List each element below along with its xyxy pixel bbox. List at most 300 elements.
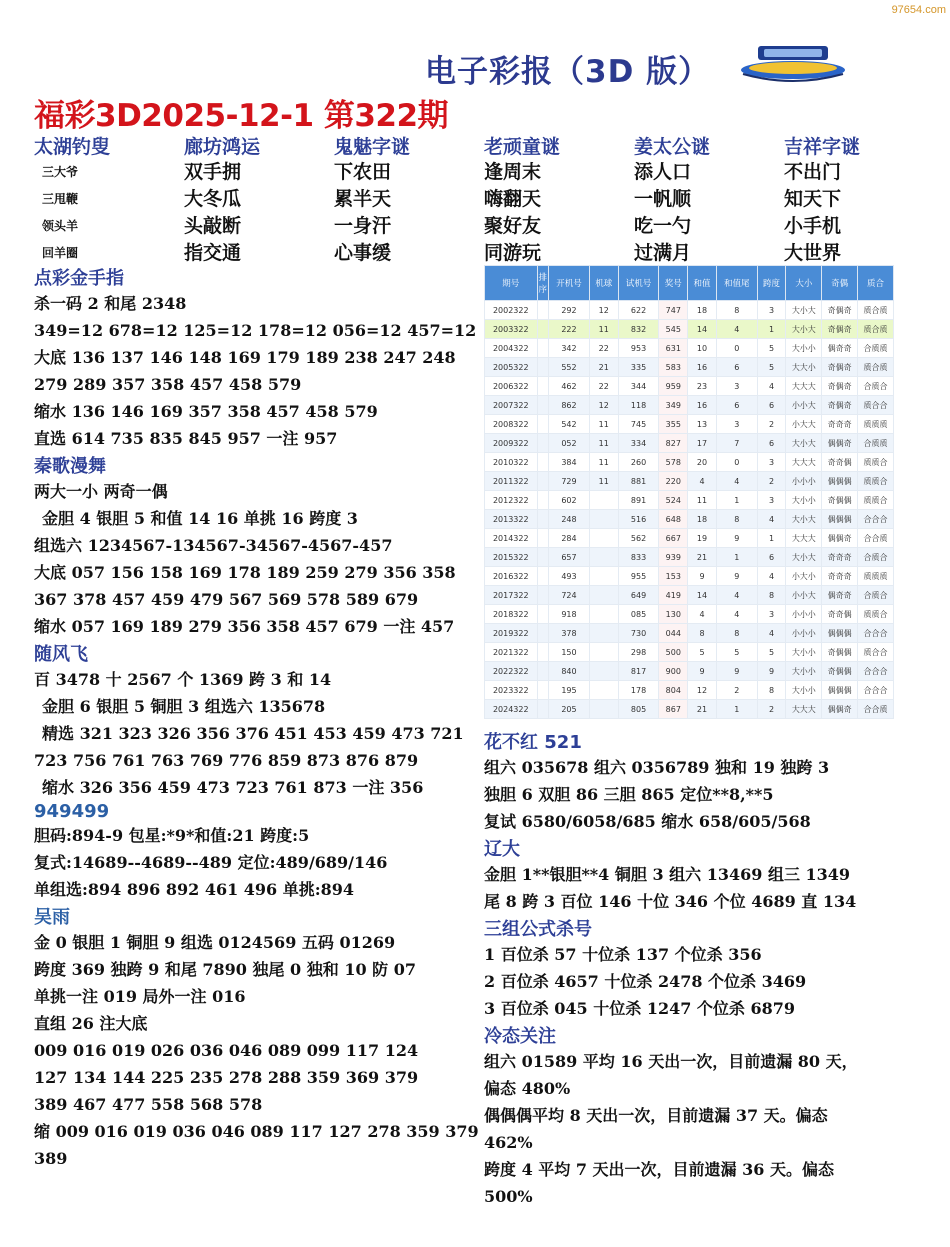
table-cell: 奇奇奇 bbox=[822, 548, 858, 567]
table-cell: 2 bbox=[757, 415, 786, 434]
text-line: 复式:14689--4689--489 定位:489/689/146 bbox=[34, 853, 388, 872]
riddle-item: 三大爷 bbox=[42, 165, 79, 179]
table-cell: 17 bbox=[688, 434, 717, 453]
table-cell: 2003322 bbox=[485, 320, 538, 339]
table-cell: 4 bbox=[757, 377, 786, 396]
table-cell bbox=[537, 396, 549, 415]
table-cell: 9 bbox=[757, 662, 786, 681]
section-heading: 秦歌漫舞 bbox=[34, 456, 106, 477]
table-cell: 578 bbox=[659, 453, 688, 472]
table-row bbox=[485, 472, 894, 491]
table-cell: 959 bbox=[659, 377, 688, 396]
riddle-column bbox=[634, 132, 710, 267]
table-cell bbox=[537, 510, 549, 529]
table-cell bbox=[589, 700, 618, 719]
table-cell: 2017322 bbox=[485, 586, 538, 605]
table-cell: 955 bbox=[618, 567, 659, 586]
table-cell: 3 bbox=[716, 377, 757, 396]
table-cell bbox=[589, 624, 618, 643]
table-cell: 11 bbox=[589, 434, 618, 453]
text-line: 500% bbox=[484, 1187, 533, 1206]
table-cell: 奇偶奇 bbox=[822, 377, 858, 396]
table-cell: 21 bbox=[688, 548, 717, 567]
table-cell: 2015322 bbox=[485, 548, 538, 567]
table-cell: 4 bbox=[716, 586, 757, 605]
table-cell: 奇偶偶 bbox=[822, 662, 858, 681]
riddle-item: 嗨翻天 bbox=[484, 188, 542, 210]
table-cell: 2018322 bbox=[485, 605, 538, 624]
table-cell bbox=[537, 567, 549, 586]
text-line: 精选 321 323 326 356 376 451 453 459 473 721 bbox=[42, 724, 464, 743]
table-cell: 648 bbox=[659, 510, 688, 529]
table-cell: 667 bbox=[659, 529, 688, 548]
issue-title: 福彩3D2025-12-1 第322期 bbox=[34, 98, 449, 134]
table-row bbox=[485, 358, 894, 377]
table-cell bbox=[537, 434, 549, 453]
riddle-item: 三甩鞭 bbox=[42, 192, 79, 206]
table-cell bbox=[589, 681, 618, 700]
table-cell: 0 bbox=[716, 453, 757, 472]
table-row bbox=[485, 567, 894, 586]
text-line: 尾 8 跨 3 百位 146 十位 346 个位 4689 直 134 bbox=[484, 892, 857, 911]
table-cell: 大大小 bbox=[786, 358, 822, 377]
table-cell: 729 bbox=[549, 472, 590, 491]
table-cell: 044 bbox=[659, 624, 688, 643]
section-heading: 949499 bbox=[34, 801, 110, 822]
table-cell: 2006322 bbox=[485, 377, 538, 396]
text-line: 127 134 144 225 235 278 288 359 369 379 bbox=[34, 1068, 419, 1087]
text-line: 2 百位杀 4657 十位杀 2478 个位杀 3469 bbox=[484, 972, 807, 991]
table-cell: 大小大 bbox=[786, 548, 822, 567]
table-cell bbox=[537, 472, 549, 491]
table-cell: 小小大 bbox=[786, 396, 822, 415]
section-heading: 花不红 521 bbox=[484, 732, 582, 753]
table-cell: 小小小 bbox=[786, 624, 822, 643]
table-cell: 840 bbox=[549, 662, 590, 681]
table-cell: 4 bbox=[757, 510, 786, 529]
table-cell: 918 bbox=[549, 605, 590, 624]
section-heading: 吴雨 bbox=[34, 907, 70, 928]
table-cell: 493 bbox=[549, 567, 590, 586]
table-cell: 2011322 bbox=[485, 472, 538, 491]
riddle-column bbox=[34, 132, 110, 267]
text-line: 缩水 057 169 189 279 356 358 457 679 一注 457 bbox=[34, 617, 455, 636]
table-cell: 4 bbox=[757, 567, 786, 586]
table-cell: 2024322 bbox=[485, 700, 538, 719]
table-cell: 3 bbox=[716, 415, 757, 434]
table-cell: 奇奇偶 bbox=[822, 605, 858, 624]
text-line: 偏态 480% bbox=[484, 1079, 571, 1098]
table-cell: 5 bbox=[716, 643, 757, 662]
table-cell bbox=[537, 586, 549, 605]
table-cell: 大小大 bbox=[786, 510, 822, 529]
table-cell: 5 bbox=[757, 358, 786, 377]
text-line: 大底 057 156 158 169 178 189 259 279 356 358 bbox=[34, 563, 456, 582]
table-cell: 657 bbox=[549, 548, 590, 567]
table-cell: 12 bbox=[688, 681, 717, 700]
riddle-item: 同游玩 bbox=[484, 242, 542, 264]
table-cell: 118 bbox=[618, 396, 659, 415]
table-cell: 524 bbox=[659, 491, 688, 510]
section-heading: 随风飞 bbox=[34, 644, 88, 665]
table-cell bbox=[589, 567, 618, 586]
table-cell: 质质质 bbox=[858, 567, 894, 586]
table-cell: 6 bbox=[757, 548, 786, 567]
table-cell: 867 bbox=[659, 700, 688, 719]
table-cell: 804 bbox=[659, 681, 688, 700]
riddle-column-head: 廊坊鸿运 bbox=[184, 136, 261, 158]
table-cell: 14 bbox=[688, 320, 717, 339]
table-cell: 大小大 bbox=[786, 320, 822, 339]
site-watermark: 97654.com bbox=[891, 4, 946, 16]
riddle-item: 一身汗 bbox=[334, 215, 392, 237]
riddle-item: 添人口 bbox=[634, 161, 692, 183]
table-cell: 20 bbox=[688, 453, 717, 472]
table-cell: 730 bbox=[618, 624, 659, 643]
text-line: 3 百位杀 045 十位杀 1247 个位杀 6879 bbox=[484, 999, 796, 1018]
riddle-item: 一帆顺 bbox=[634, 188, 692, 210]
table-cell: 334 bbox=[618, 434, 659, 453]
masthead-title: 电子彩报（3D 版） bbox=[425, 54, 711, 90]
table-cell: 质质合 bbox=[858, 491, 894, 510]
table-cell bbox=[589, 643, 618, 662]
riddle-column bbox=[334, 132, 410, 267]
table-header-cell: 奖号 bbox=[659, 266, 688, 301]
table-cell: 085 bbox=[618, 605, 659, 624]
text-line: 百 3478 十 2567 个 1369 跨 3 和 14 bbox=[34, 670, 332, 689]
table-cell: 805 bbox=[618, 700, 659, 719]
table-cell: 质质合 bbox=[858, 605, 894, 624]
table-cell: 合质质 bbox=[858, 339, 894, 358]
table-cell: 11 bbox=[589, 415, 618, 434]
table-cell: 150 bbox=[549, 643, 590, 662]
table-cell: 奇偶奇 bbox=[822, 358, 858, 377]
riddle-column-head: 姜太公谜 bbox=[634, 136, 711, 158]
table-cell: 6 bbox=[757, 434, 786, 453]
table-cell: 合合合 bbox=[858, 624, 894, 643]
table-header-cell: 奇偶 bbox=[822, 266, 858, 301]
riddle-item: 头敲断 bbox=[184, 215, 242, 237]
table-row bbox=[485, 624, 894, 643]
table-cell: 2 bbox=[716, 681, 757, 700]
text-line: 偶偶偶平均 8 天出一次，目前遗漏 37 天。偏态 bbox=[484, 1106, 828, 1125]
table-cell: 5 bbox=[688, 643, 717, 662]
text-line: 组六 01589 平均 16 天出一次，目前遗漏 80 天， bbox=[484, 1052, 858, 1071]
table-cell: 偶偶奇 bbox=[822, 434, 858, 453]
table-cell: 偶奇奇 bbox=[822, 339, 858, 358]
table-cell: 545 bbox=[659, 320, 688, 339]
table-cell: 4 bbox=[716, 320, 757, 339]
table-cell: 2009322 bbox=[485, 434, 538, 453]
table-cell: 462 bbox=[549, 377, 590, 396]
text-line: 389 bbox=[34, 1149, 68, 1168]
table-cell bbox=[537, 700, 549, 719]
table-row bbox=[485, 453, 894, 472]
table-row bbox=[485, 643, 894, 662]
table-cell: 10 bbox=[688, 339, 717, 358]
text-line: 缩水 136 146 169 357 358 457 458 579 bbox=[34, 402, 378, 421]
text-line: 389 467 477 558 568 578 bbox=[34, 1095, 263, 1114]
table-cell bbox=[537, 662, 549, 681]
text-line: 279 289 357 358 457 458 579 bbox=[34, 375, 302, 394]
table-cell bbox=[537, 624, 549, 643]
table-cell: 4 bbox=[716, 472, 757, 491]
table-cell: 合合质 bbox=[858, 700, 894, 719]
table-cell: 2022322 bbox=[485, 662, 538, 681]
text-line: 直选 614 735 835 845 957 一注 957 bbox=[34, 429, 338, 448]
table-cell: 合质质 bbox=[858, 434, 894, 453]
section-heading: 三组公式杀号 bbox=[484, 919, 592, 940]
table-cell: 0 bbox=[716, 339, 757, 358]
table-cell: 质合质 bbox=[858, 358, 894, 377]
table-cell: 奇奇偶 bbox=[822, 453, 858, 472]
text-line: 单组选:894 896 892 461 496 单挑:894 bbox=[34, 880, 355, 899]
table-cell: 052 bbox=[549, 434, 590, 453]
table-header-cell: 和值 bbox=[688, 266, 717, 301]
riddle-column-head: 老顽童谜 bbox=[484, 136, 561, 158]
table-cell: 2010322 bbox=[485, 453, 538, 472]
left-column bbox=[34, 264, 479, 1172]
table-cell: 21 bbox=[688, 700, 717, 719]
table-cell: 合合合 bbox=[858, 510, 894, 529]
table-cell: 747 bbox=[659, 301, 688, 320]
table-cell: 偶偶奇 bbox=[822, 529, 858, 548]
table-cell: 2013322 bbox=[485, 510, 538, 529]
table-cell: 大小小 bbox=[786, 662, 822, 681]
text-line: 缩 009 016 019 036 046 089 117 127 278 359 379 bbox=[34, 1122, 479, 1141]
table-cell: 260 bbox=[618, 453, 659, 472]
table-header-cell: 质合 bbox=[858, 266, 894, 301]
table-cell: 2002322 bbox=[485, 301, 538, 320]
riddle-item: 吃一勺 bbox=[634, 215, 692, 237]
table-cell: 1 bbox=[757, 529, 786, 548]
riddle-item: 小手机 bbox=[784, 215, 842, 237]
table-cell: 8 bbox=[757, 681, 786, 700]
text-line: 大底 136 137 146 148 169 179 189 238 247 248 bbox=[34, 348, 456, 367]
text-line: 金胆 6 银胆 5 铜胆 3 组选六 135678 bbox=[42, 697, 326, 716]
table-cell: 奇奇奇 bbox=[822, 567, 858, 586]
table-cell: 3 bbox=[757, 491, 786, 510]
table-cell: 奇偶奇 bbox=[822, 320, 858, 339]
table-cell: 合合质 bbox=[858, 529, 894, 548]
table-cell: 偶偶奇 bbox=[822, 700, 858, 719]
table-cell bbox=[537, 605, 549, 624]
table-cell bbox=[537, 320, 549, 339]
riddle-column-head: 太湖钓叟 bbox=[34, 136, 111, 158]
table-cell: 6 bbox=[716, 358, 757, 377]
table-cell: 小大小 bbox=[786, 567, 822, 586]
table-cell bbox=[537, 339, 549, 358]
table-header-cell: 跨度 bbox=[757, 266, 786, 301]
table-cell: 合质合 bbox=[858, 377, 894, 396]
text-line: 009 016 019 026 036 046 089 099 117 124 bbox=[34, 1041, 419, 1060]
table-cell: 23 bbox=[688, 377, 717, 396]
riddle-item: 双手拥 bbox=[184, 161, 242, 183]
table-cell bbox=[537, 529, 549, 548]
right-column bbox=[484, 728, 924, 1210]
table-cell: 5 bbox=[757, 339, 786, 358]
table-cell: 516 bbox=[618, 510, 659, 529]
table-cell: 6 bbox=[757, 396, 786, 415]
table-cell: 奇偶偶 bbox=[822, 643, 858, 662]
text-line: 独胆 6 双胆 86 三胆 865 定位**8,**5 bbox=[484, 785, 774, 804]
table-cell: 质质质 bbox=[858, 415, 894, 434]
table-cell bbox=[537, 548, 549, 567]
table-cell: 22 bbox=[589, 339, 618, 358]
table-cell bbox=[537, 415, 549, 434]
table-cell: 大大大 bbox=[786, 700, 822, 719]
table-cell: 9 bbox=[688, 662, 717, 681]
table-cell: 833 bbox=[618, 548, 659, 567]
table-cell: 2019322 bbox=[485, 624, 538, 643]
text-line: 金 0 银胆 1 铜胆 9 组选 0124569 五码 01269 bbox=[34, 933, 396, 952]
table-cell: 大小大 bbox=[786, 301, 822, 320]
table-cell: 质合质 bbox=[858, 320, 894, 339]
table-cell: 2016322 bbox=[485, 567, 538, 586]
section-heading: 点彩金手指 bbox=[34, 268, 124, 289]
riddle-item: 回羊圈 bbox=[42, 246, 79, 260]
table-cell bbox=[589, 529, 618, 548]
table-cell: 11 bbox=[688, 491, 717, 510]
text-line: 723 756 761 763 769 776 859 873 876 879 bbox=[34, 751, 419, 770]
table-cell: 21 bbox=[589, 358, 618, 377]
table-cell: 质合合 bbox=[858, 396, 894, 415]
table-cell: 248 bbox=[549, 510, 590, 529]
table-row bbox=[485, 339, 894, 358]
riddle-column-head: 吉祥字谜 bbox=[784, 136, 861, 158]
table-cell: 大大大 bbox=[786, 529, 822, 548]
table-cell: 质合质 bbox=[858, 301, 894, 320]
table-cell: 质合合 bbox=[858, 643, 894, 662]
table-cell: 419 bbox=[659, 586, 688, 605]
table-cell: 12 bbox=[589, 301, 618, 320]
table-cell: 18 bbox=[688, 510, 717, 529]
table-cell: 5 bbox=[757, 643, 786, 662]
riddle-item: 大世界 bbox=[784, 242, 842, 264]
table-cell: 298 bbox=[618, 643, 659, 662]
table-cell bbox=[589, 491, 618, 510]
text-line: 两大一小 两奇一偶 bbox=[34, 482, 168, 501]
table-cell: 583 bbox=[659, 358, 688, 377]
text-line: 直组 26 注大底 bbox=[34, 1014, 148, 1033]
text-line: 跨度 4 平均 7 天出一次，目前遗漏 36 天。偏态 bbox=[484, 1160, 834, 1179]
table-cell: 2021322 bbox=[485, 643, 538, 662]
table-cell: 2014322 bbox=[485, 529, 538, 548]
table-cell: 1 bbox=[716, 548, 757, 567]
table-cell bbox=[537, 453, 549, 472]
text-line: 349=12 678=12 125=12 178=12 056=12 457=12 bbox=[34, 321, 477, 340]
table-cell: 900 bbox=[659, 662, 688, 681]
lottery-logo-icon bbox=[738, 40, 848, 84]
table-cell: 大小小 bbox=[786, 339, 822, 358]
table-cell: 11 bbox=[589, 472, 618, 491]
table-cell: 奇偶奇 bbox=[822, 396, 858, 415]
table-cell bbox=[537, 491, 549, 510]
text-line: 462% bbox=[484, 1133, 533, 1152]
table-cell: 649 bbox=[618, 586, 659, 605]
table-cell: 9 bbox=[716, 662, 757, 681]
table-cell: 724 bbox=[549, 586, 590, 605]
table-cell: 16 bbox=[688, 358, 717, 377]
table-header-cell: 试机号 bbox=[618, 266, 659, 301]
table-row bbox=[485, 301, 894, 320]
table-cell: 2008322 bbox=[485, 415, 538, 434]
table-row bbox=[485, 320, 894, 339]
table-cell: 9 bbox=[716, 529, 757, 548]
table-cell: 奇奇奇 bbox=[822, 415, 858, 434]
table-cell bbox=[537, 643, 549, 662]
table-cell: 205 bbox=[549, 700, 590, 719]
table-cell: 大大大 bbox=[786, 453, 822, 472]
table-cell: 偶偶偶 bbox=[822, 510, 858, 529]
text-line: 跨度 369 独跨 9 和尾 7890 独尾 0 独和 10 防 07 bbox=[34, 960, 417, 979]
table-cell: 2007322 bbox=[485, 396, 538, 415]
table-row bbox=[485, 529, 894, 548]
table-cell: 2 bbox=[757, 472, 786, 491]
table-cell bbox=[537, 358, 549, 377]
table-row bbox=[485, 434, 894, 453]
table-header-cell: 开机号 bbox=[549, 266, 590, 301]
table-cell: 130 bbox=[659, 605, 688, 624]
table-cell: 562 bbox=[618, 529, 659, 548]
table-cell: 18 bbox=[688, 301, 717, 320]
table-cell bbox=[537, 377, 549, 396]
riddle-item: 逢周末 bbox=[484, 161, 542, 183]
table-row bbox=[485, 681, 894, 700]
table-cell bbox=[589, 605, 618, 624]
table-header-cell: 大小 bbox=[786, 266, 822, 301]
table-cell: 349 bbox=[659, 396, 688, 415]
table-row bbox=[485, 700, 894, 719]
table-cell: 14 bbox=[688, 586, 717, 605]
table-cell: 355 bbox=[659, 415, 688, 434]
table-cell: 602 bbox=[549, 491, 590, 510]
table-cell: 4 bbox=[688, 472, 717, 491]
text-line: 胆码:894-9 包星:*9*和值:21 跨度:5 bbox=[34, 826, 310, 845]
table-cell: 817 bbox=[618, 662, 659, 681]
riddle-column bbox=[484, 132, 560, 267]
table-cell: 542 bbox=[549, 415, 590, 434]
table-cell: 大小小 bbox=[786, 491, 822, 510]
text-line: 单挑一注 019 局外一注 016 bbox=[34, 987, 246, 1006]
table-cell: 552 bbox=[549, 358, 590, 377]
table-header-cell: 期号 bbox=[485, 266, 538, 301]
table-cell: 7 bbox=[716, 434, 757, 453]
table-cell: 22 bbox=[589, 377, 618, 396]
table-cell: 220 bbox=[659, 472, 688, 491]
table-cell: 9 bbox=[716, 567, 757, 586]
table-header-cell: 机球 bbox=[589, 266, 618, 301]
table-cell: 378 bbox=[549, 624, 590, 643]
table-cell: 153 bbox=[659, 567, 688, 586]
riddle-item: 聚好友 bbox=[484, 215, 542, 237]
table-cell: 2004322 bbox=[485, 339, 538, 358]
table-cell bbox=[589, 548, 618, 567]
table-cell: 大小小 bbox=[786, 681, 822, 700]
riddle-item: 累半天 bbox=[334, 188, 392, 210]
table-cell: 622 bbox=[618, 301, 659, 320]
table-header-cell: 排序 bbox=[537, 266, 549, 301]
riddle-column-head: 鬼魅字谜 bbox=[334, 136, 411, 158]
table-cell: 3 bbox=[757, 605, 786, 624]
table-cell: 500 bbox=[659, 643, 688, 662]
table-cell: 8 bbox=[716, 301, 757, 320]
table-cell: 小小小 bbox=[786, 472, 822, 491]
table-cell: 178 bbox=[618, 681, 659, 700]
text-line: 金胆 4 银胆 5 和值 14 16 单挑 16 跨度 3 bbox=[42, 509, 358, 528]
table-cell: 1 bbox=[716, 491, 757, 510]
table-cell: 大小大 bbox=[786, 434, 822, 453]
